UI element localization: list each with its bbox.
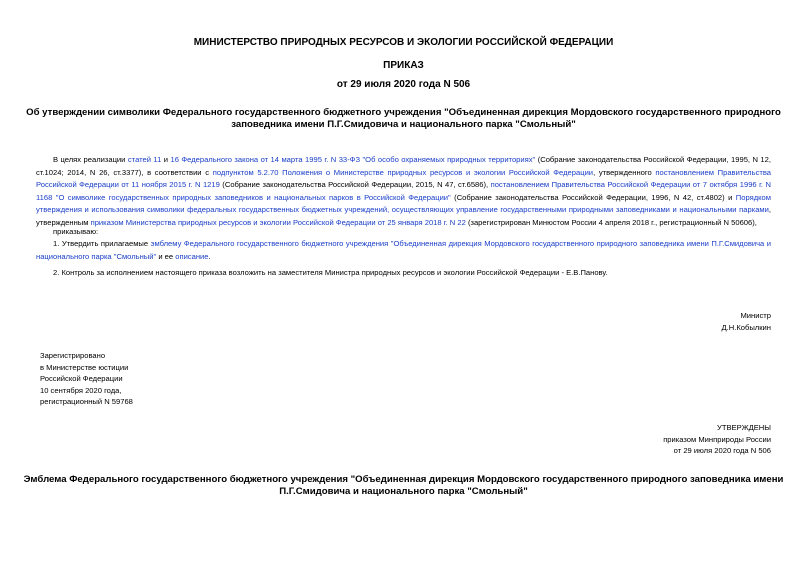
preamble-text: , утвержденного (593, 167, 656, 177)
approved-line: приказом Минприроды России (663, 434, 771, 444)
signature-block (571, 310, 771, 333)
ministry-header: МИНИСТЕРСТВО ПРИРОДНЫХ РЕСУРСОВ И ЭКОЛОГИИ РОССИЙСКОЙ ФЕДЕРАЦИИ (193, 37, 614, 48)
link-symbolics-procedure[interactable]: Порядком утверждения и использования символики федеральных государственных бюджетных учреждений, осуществляющих управление государственными природными заповедниками и национальными парками (36, 192, 771, 214)
preamble-paragraph (36, 154, 771, 229)
preamble-text: , утвержденным (36, 205, 771, 227)
link-emblem[interactable]: эмблему Федерального государственного бюджетного учреждения "Объединенная дирекция Мордовского государственного природного заповедника имени П.Г.Смидовича и национального парка "Смольный" (36, 239, 772, 261)
emblem-title-line-2: П.Г.Смидовича и национального парка "Смольный" (279, 486, 528, 497)
registration-line: Зарегистрировано (40, 351, 106, 360)
link-ministry-regulation[interactable]: подпунктом 5.2.70 Положения о Министерстве природных ресурсов и экологии Российской Федерации (212, 167, 594, 177)
document-date-number: от 29 июля 2020 года N 506 (336, 79, 471, 90)
link-federal-law-33fz[interactable]: 16 Федерального закона от 14 марта 1995 г. N 33-ФЗ "Об особо охраняемых природных территориях" (170, 155, 536, 164)
document-type: ПРИКАЗ (383, 60, 424, 71)
registration-block (40, 350, 290, 408)
order-item-2: 2. Контроль за исполнением настоящего приказа возложить на заместителя Министра природных ресурсов и экологии Российской Федерации - Е.В.Панову. (53, 268, 608, 277)
link-ministry-order-22[interactable]: приказом Министерства природных ресурсов и экологии Российской Федерации от 25 января 2018 г. N 22 (90, 217, 466, 227)
registration-line: Российской Федерации (40, 374, 123, 383)
signature-name: Д.Н.Кобылкин (721, 322, 771, 332)
preamble-text: (Собрание законодательства Российской Федерации, 2015, N 47, ст.6586), (219, 180, 491, 189)
link-government-decree-1168[interactable]: постановлением Правительства Российской Федерации от 7 октября 1996 г. N 1168 "О символике государственных природных заповедников и национальных парков в Российской Федерации" (36, 180, 771, 202)
approved-line: от 29 июля 2020 года N 506 (673, 446, 771, 455)
link-description[interactable]: описание (175, 251, 209, 261)
orders-label: приказываю: (53, 227, 99, 236)
registration-line: 10 сентября 2020 года, (40, 385, 122, 395)
approved-block (521, 422, 771, 457)
approved-line: УТВЕРЖДЕНЫ (717, 423, 771, 432)
document-title (0, 107, 807, 131)
title-line-2: заповедника имени П.Г.Смидовича и национального парка "Смольный" (231, 119, 576, 130)
preamble-text: (зарегистрирован Минюстом России 4 апреля 2018 г., регистрационный N 50606), (465, 217, 757, 227)
registration-line: регистрационный N 59768 (40, 397, 133, 406)
registration-line: в Министерстве юстиции (40, 362, 129, 372)
item1-text: и ее (156, 251, 176, 261)
item1-text: 1. Утвердить прилагаемые (53, 239, 151, 248)
order-item-1 (36, 238, 771, 263)
preamble-text: В целях реализации (53, 155, 128, 164)
preamble-text: и (161, 155, 171, 164)
emblem-title-line-1: Эмблема Федерального государственного бюджетного учреждения "Объединенная дирекция Мордовского государственного природного заповедника имени (23, 474, 784, 485)
preamble-text: (Собрание законодательства Российской Федерации, 1995, N 12, ст.1024; 2014, N 26, ст.3377), в соответствии с (36, 155, 771, 177)
signature-role: Министр (740, 311, 771, 320)
item1-text: . (208, 251, 211, 261)
link-article-11[interactable]: статей 11 (127, 155, 162, 164)
emblem-title (0, 474, 807, 498)
link-government-decree-1219[interactable]: постановлением Правительства Российской Федерации от 11 ноября 2015 г. N 1219 (36, 167, 772, 189)
preamble-text: (Собрание законодательства Российской Федерации, 1996, N 42, ст.4802) и (450, 192, 736, 202)
title-line-1: Об утверждении символики Федерального государственного бюджетного учреждения "Объединенная дирекция Мордовского государственного природного (26, 107, 781, 118)
